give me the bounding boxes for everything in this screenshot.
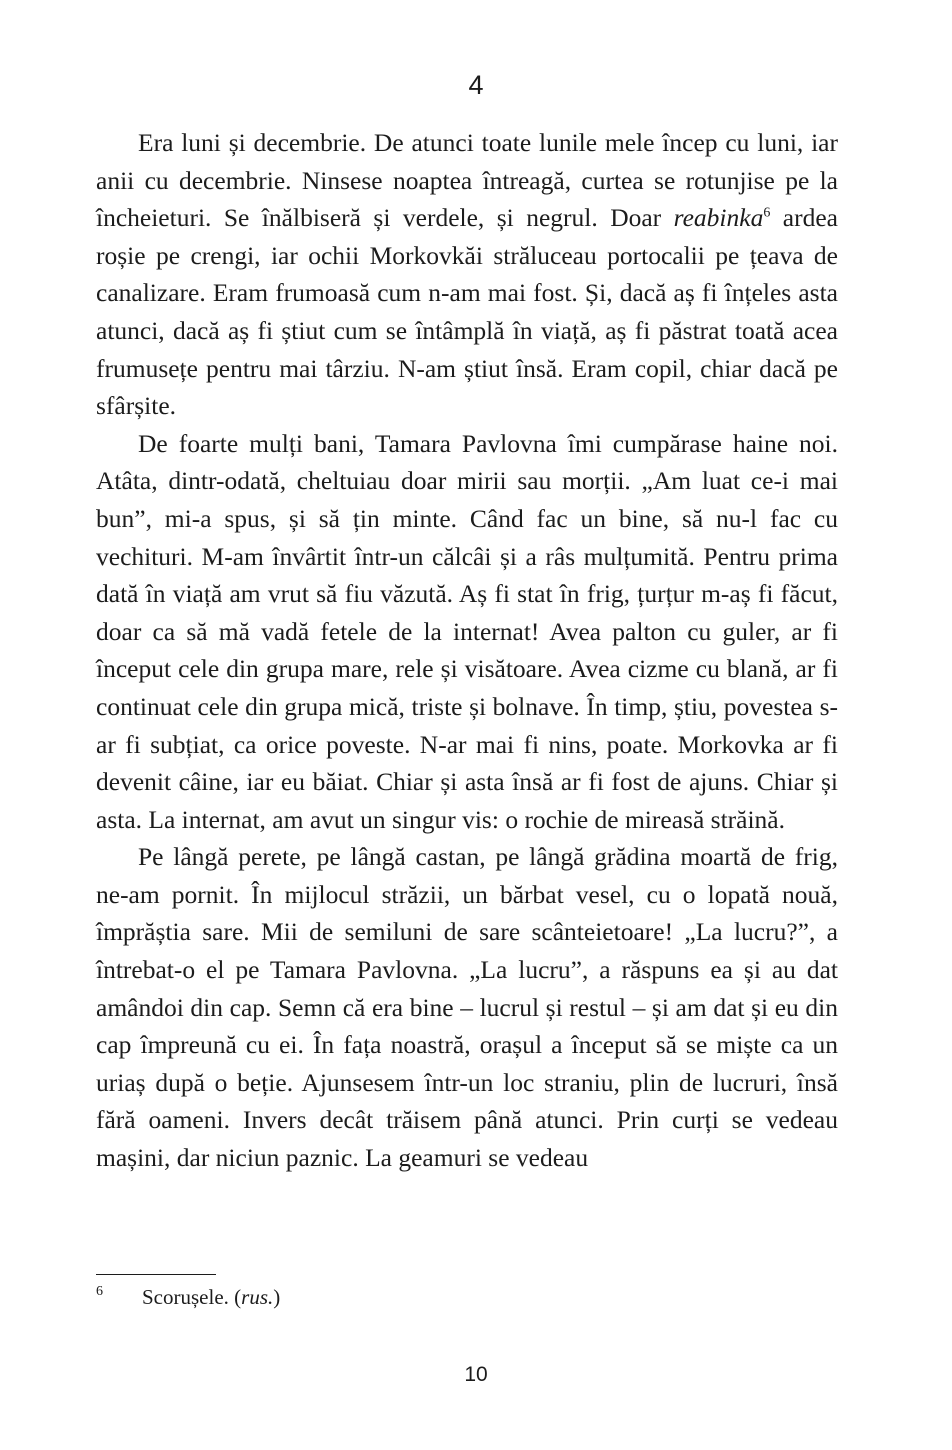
footnote-number: 6: [96, 1284, 103, 1299]
emphasized-word: reabinka: [673, 203, 764, 233]
footnote-text: Scorușele. (: [142, 1285, 242, 1309]
paragraph-text: ardea roșie pe crengi, iar ochii Morkovkăi străluceau portocalii pe țeava de canalizare. Eram frumoasă cum n-am mai fost. Și, dacă aș fi înțeles asta atunci, dacă aș fi știut cum se întâmplă în viață, aș fi păstrat toată acea frumusețe pentru mai târziu. N-am știut însă. Eram copil, chiar dacă pe sfârșite.: [96, 203, 838, 421]
footnote-reference: 6: [763, 205, 771, 221]
paragraph-text: Era luni și decembrie. De atunci toate lunile mele încep cu luni, iar anii cu decembrie. Ninsese noaptea întreagă, curtea se rotunjise pe la încheieturi. Se înălbiseră și verdele, și negrul. Doar: [96, 128, 838, 233]
chapter-number: 4: [468, 70, 484, 100]
body-text: [96, 124, 838, 1177]
footnote-text-end: ): [273, 1285, 281, 1309]
paragraph: [96, 124, 838, 425]
page-number: 10: [464, 1363, 488, 1386]
footnote-divider: [96, 1274, 216, 1275]
paragraph: De foarte mulți bani, Tamara Pavlovna îmi cumpărase haine noi. Atâta, dintr-odată, cheltuiau doar mirii sau morții. „Am luat ce-i mai bun”, mi-a spus, și să țin minte. Când fac un bine, să nu-l fac cu vechituri. M-am învârtit într-un călcâi și a râs mulțumită. Pentru prima dată în viață am vrut să fiu văzută. Aș fi stat în frig, țurțur m-aș fi făcut, doar ca să mă vadă fetele de la internat! Avea palton cu guler, ar fi început cele din grupa mare, rele și visătoare. Avea cizme cu blană, ar fi continuat cele din grupa mică, triste și bolnave. În timp, știu, povestea s-ar fi subțiat, ca orice poveste. N-ar mai fi nins, poate. Morkovka ar fi devenit câine, iar eu băiat. Chiar și asta însă ar fi fost de ajuns. Chiar și asta. La internat, am avut un singur vis: o rochie de mireasă străină.: [96, 428, 838, 834]
footnote: [96, 1283, 280, 1311]
footnote-emphasis: rus.: [241, 1285, 274, 1309]
paragraph: Pe lângă perete, pe lângă castan, pe lângă grădina moartă de frig, ne-am pornit. În mijlocul străzii, un bărbat vesel, cu o lopată nouă, împrăștia sare. Mii de semiluni de sare scânteietoare! „La lucru?”, a întrebat-o el pe Tamara Pavlovna. „La lucru”, a răspuns ea și au dat amândoi din cap. Semn că era bine – lucrul și restul – și am dat și eu din cap împreună cu ei. În fața noastră, orașul a început să se miște ca un uriaș după o beție. Ajunsesem într-un loc straniu, plin de lucruri, însă fără oameni. Invers decât trăisem până atunci. Prin curți se vedeau mașini, dar niciun paznic. La geamuri se vedeau: [96, 842, 838, 1173]
